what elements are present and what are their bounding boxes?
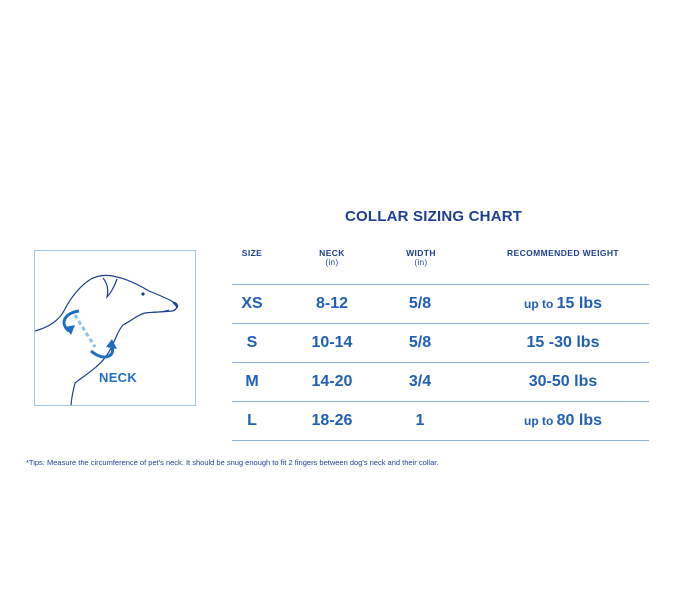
header-neck — [312, 248, 352, 268]
size-cell: XS — [241, 295, 263, 312]
weight-value: 15 -30 lbs — [526, 334, 600, 351]
weight-cell — [484, 285, 642, 323]
weight-cell — [484, 324, 642, 362]
header-width — [399, 248, 443, 268]
neck-label: NECK — [99, 370, 138, 385]
table-row — [0, 324, 678, 362]
weight-cell — [484, 363, 642, 401]
weight-prefix: up to — [523, 297, 557, 311]
size-cell: S — [246, 334, 258, 351]
chart-title: COLLAR SIZING CHART — [345, 208, 523, 225]
width-cell: 5/8 — [408, 295, 432, 312]
weight-prefix: up to — [523, 414, 557, 428]
table-row — [0, 402, 678, 440]
neck-cell: 10-14 — [311, 334, 353, 351]
weight-value: 15 lbs — [556, 295, 602, 312]
width-cell: 3/4 — [408, 373, 432, 390]
neck-cell: 14-20 — [311, 373, 353, 390]
weight-value: 80 lbs — [556, 412, 602, 429]
header-size-label: SIZE — [241, 248, 263, 258]
header-width-label: WIDTH — [406, 248, 436, 258]
size-cell: L — [247, 412, 257, 429]
header-neck-label: NECK — [319, 248, 345, 258]
width-cell: 1 — [415, 412, 425, 429]
table-divider — [232, 440, 649, 441]
header-neck-unit: (in) — [325, 258, 339, 267]
neck-cell: 18-26 — [311, 412, 353, 429]
neck-cell: 8-12 — [315, 295, 349, 312]
header-weight-label: RECOMMENDED WEIGHT — [506, 248, 620, 258]
table-row — [0, 285, 678, 323]
header-size — [232, 248, 272, 258]
header-weight — [484, 248, 642, 258]
tips-note: *Tips: Measure the circumference of pet's neck. It should be snug enough to fit 2 fingers between dog's neck and their collar. — [26, 458, 439, 467]
size-cell: M — [245, 373, 259, 390]
weight-cell — [484, 402, 642, 440]
header-width-unit: (in) — [414, 258, 428, 267]
weight-value: 30-50 lbs — [528, 373, 598, 390]
width-cell: 5/8 — [408, 334, 432, 351]
table-row — [0, 363, 678, 401]
